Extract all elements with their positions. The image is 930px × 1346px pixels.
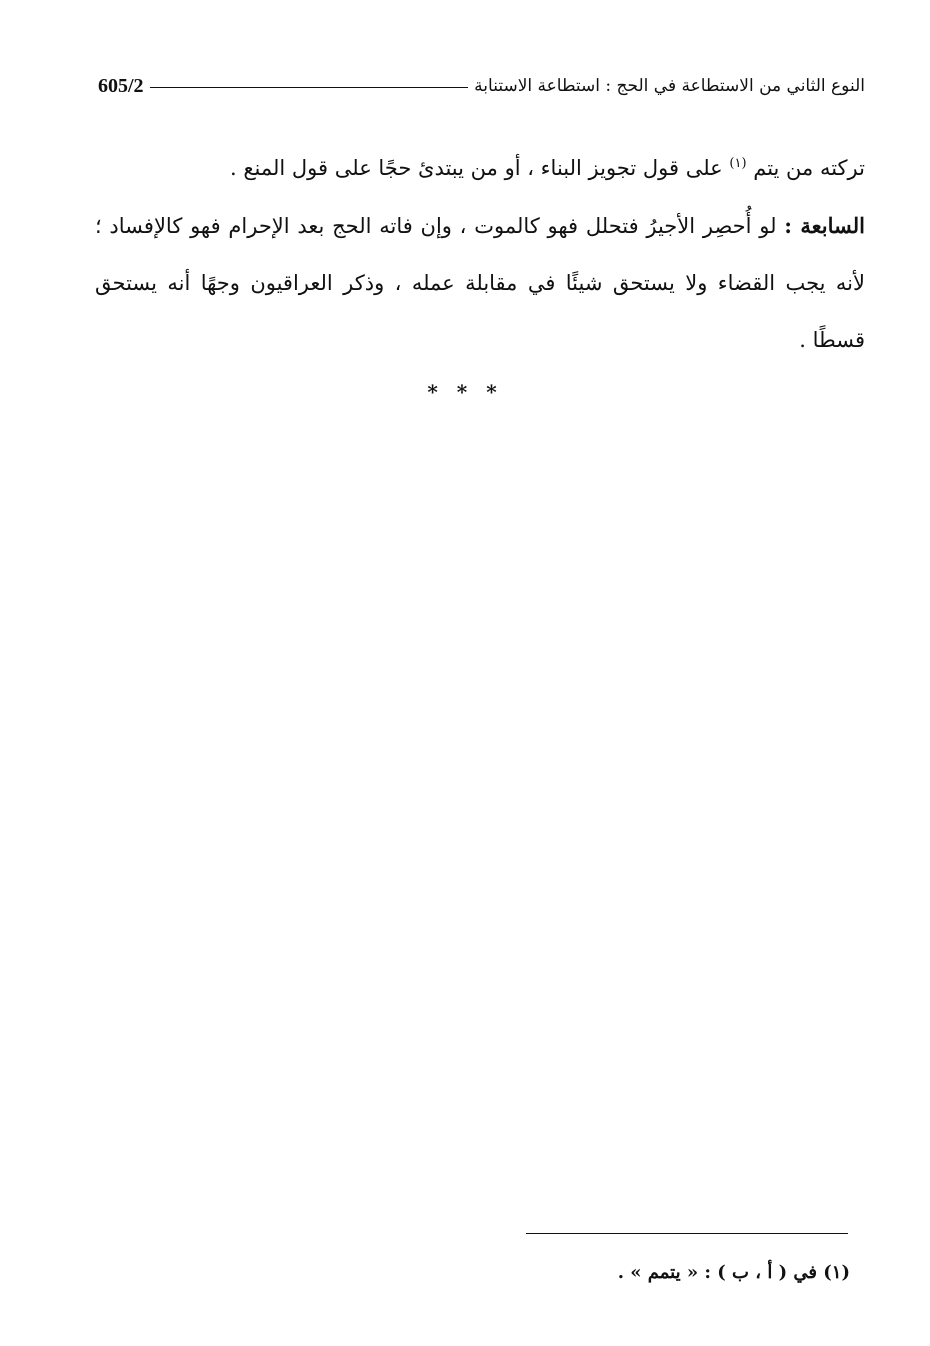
paragraph-1-text-end: على قول تجويز البناء ، أو من يبتدئ حجًا على قول المنع .	[230, 156, 723, 180]
body-text	[95, 140, 865, 369]
section-divider: * * *	[427, 380, 503, 404]
footnote-reference: (١)	[729, 156, 747, 171]
running-title: النوع الثاني من الاستطاعة في الحج : استطاعة الاستنابة	[474, 76, 865, 96]
paragraph-2-text: لو أُحصِر الأجيرُ فتحلل فهو كالموت ، وإن فاته الحج بعد الإحرام فهو كالإفساد ؛ لأنه يجب القضاء ولا يستحق شيئًا في مقابلة عمله ، وذكر العراقيون وجهًا أنه يستحق قسطًا .	[95, 214, 865, 352]
footnote-1: (١) في ( أ ، ب ) : « يتمم » .	[617, 1262, 850, 1283]
paragraph-2-label: السابعة :	[784, 213, 865, 238]
footnote-rule	[526, 1233, 848, 1234]
paragraph-1-text-start: تركته من يتم	[753, 156, 865, 180]
paragraph-1	[95, 140, 865, 197]
page-number: 605/2	[98, 74, 144, 97]
running-header	[98, 70, 865, 102]
header-rule	[150, 87, 469, 88]
paragraph-2	[95, 197, 865, 369]
